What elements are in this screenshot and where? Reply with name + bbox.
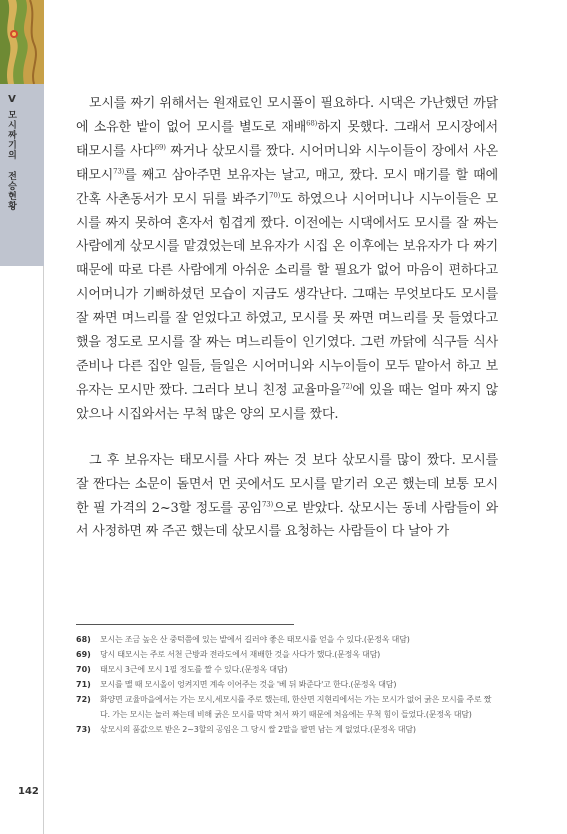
- footnote: [76, 692, 500, 722]
- footnote-text: 삯모시의 품값으로 받은 2~3할의 공임은 그 당시 쌀 2말을 팔면 남는 게 없었다.(문정옥 대담): [100, 725, 416, 734]
- footnote-text: 태모시 3근에 모시 1필 정도를 짤 수 있다.(문정옥 대담): [100, 665, 288, 674]
- text-run: 하지 못했다. 그래서 모시장에서 태모시를 사다: [76, 119, 498, 159]
- footnote-number: 72): [76, 695, 91, 704]
- text-run: 에 있을 때는 얼마 짜지 않았으나 시집와서는 무척 많은 양의 모시를 짰다.: [76, 382, 498, 422]
- footnote-ref[interactable]: 73): [113, 167, 125, 176]
- footnote-number: 68): [76, 635, 91, 644]
- footnote: [76, 662, 500, 677]
- text-run: 도 하였으나 시어머니나 시누이들은 모시를 짜지 못하여 혼자서 힘겹게 짰다. 이전에는 시댁에서도 모시를 잘 짜는 사람에게 삯모시를 맡겼었는데 보유자가 시집 온 이후에는 보유자가 다 짜기 때문에 따로 다른 사람에게 아쉬운 소리를 할 필요가 없어 마음이 편하다고 시어머니가 기뻐하셨던 모습이 지금도 생각난다. 그때는 무엇보다도 모시를 잘 짜면 며느리를 잘 얻었다고 하였고, 모시를 못 짜면 며느리를 못 들였다고 했을 정도로 모시를 잘 짜는 며느리들이 인기였다. 그런 까닭에 식구들 식사준비나 다른 집안 일들, 들일은 시어머니와 시누이들이 모두 맡아서 하고 보유자는 모시만 짰다. 그러다 보니 친정 교율마을: [76, 191, 498, 398]
- text-run: 그 후 보유자는 태모시를 사다 짜는 것 보다 삯모시를 많이 짰다. 모시를 잘 짠다는 소문이 돌면서 먼 곳에서도 모시를 맡기러 오곤 했는데 보통 모시 한 필 가격의 2~3할 정도를 공임: [76, 452, 498, 516]
- chapter-number: V: [8, 94, 16, 105]
- footnote-ref[interactable]: 72): [341, 382, 353, 391]
- footnote-text: 모시는 조금 높은 산 중턱쯤에 있는 밭에서 길러야 좋은 태모시를 얻을 수 있다.(문정옥 대담): [100, 635, 410, 644]
- footnote-number: 73): [76, 725, 91, 734]
- footnote: [76, 677, 500, 692]
- footnote-text: 화양면 교율마을에서는 가는 모시,세모시를 주로 했는데, 한산면 지현리에서는 가는 모시가 없어 굵은 모시를 주로 짰다. 가는 모시는 놀러 짜는데 비해 굵은 모시를 막막 쳐서 짜기 때문에 처음에는 무척 힘이 들었다.(문정옥 대담): [100, 695, 492, 719]
- footnote-number: 71): [76, 680, 91, 689]
- footnote-text: 당시 태모시는 주로 서천 근방과 전라도에서 재배한 것을 사다가 했다.(문정옥 대담): [100, 650, 381, 659]
- footnote-ref[interactable]: 69): [154, 143, 166, 152]
- footnote-ref[interactable]: 68): [306, 119, 318, 128]
- text-run: 으로 받았다. 삯모시는 동네 사람들이 와서 사정하면 짜 주곤 했는데 삯모시를 요청하는 사람들이 다 날아 가: [76, 500, 498, 540]
- footnote: [76, 647, 500, 662]
- margin-rule: [43, 266, 44, 834]
- chapter-title: 모시짜기의 전승현황: [6, 110, 16, 211]
- footnotes: [76, 632, 500, 737]
- decorative-pattern: [0, 0, 44, 84]
- footnote-ref[interactable]: 70): [269, 191, 281, 200]
- paragraph: [76, 92, 498, 427]
- paragraph: [76, 449, 498, 545]
- text-run: 모시를 짜기 위해서는 원재료인 모시풀이 필요하다. 시댁은 가난했던 까닭에 소유한 밭이 없어 모시를 별도로 재배: [76, 96, 498, 135]
- footnote-number: 70): [76, 665, 91, 674]
- decorative-waves-icon: [0, 0, 44, 84]
- text-run: 짜거나 삯모시를 짰다. 시어머니와 시누이들이 장에서 사온 태모시: [76, 143, 498, 183]
- footnote: [76, 632, 500, 647]
- footnote-text: 모시를 맬 때 모시올이 엉켜지면 계속 이어주는 것을 '베 뒤 봐준다'고 한다.(문정옥 대담): [100, 680, 397, 689]
- footnote-number: 69): [76, 650, 91, 659]
- page-number: 142: [18, 786, 39, 797]
- footnote-ref[interactable]: 73): [262, 500, 274, 509]
- body-text: [76, 92, 498, 544]
- footnote-divider: [76, 624, 294, 625]
- text-run: 를 째고 삼아주면 보유자는 날고, 매고, 짰다. 모시 매기를 할 때에 간혹 사촌동서가 모시 뒤를 봐주기: [76, 167, 498, 207]
- footnote: [76, 722, 500, 737]
